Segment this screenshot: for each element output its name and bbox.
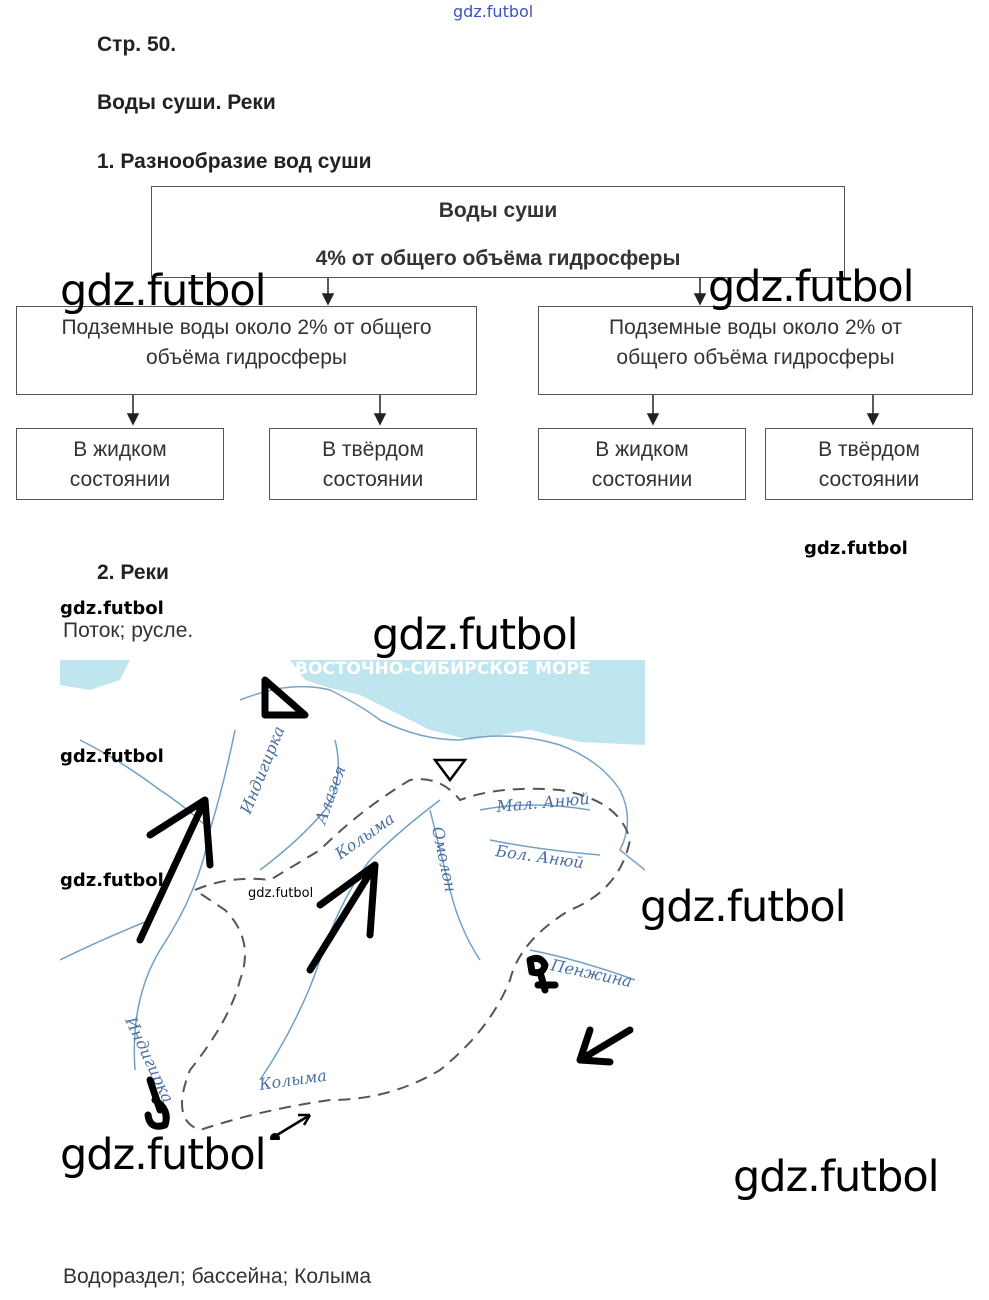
hand-arrow-mark [580, 1030, 630, 1062]
left-mid-line1: Подземные воды около 2% от общего [61, 316, 432, 339]
section2-title: 2. Реки [97, 561, 169, 584]
river-label: Бол. Анюй [494, 841, 586, 873]
page-label: Стр. 50. [97, 33, 177, 56]
root-line1: Воды суши [438, 199, 558, 222]
watermark: gdz.futbol [60, 746, 164, 767]
top-watermark: gdz.futbol [453, 2, 534, 21]
watermark: gdz.futbol [708, 262, 914, 312]
right-mid-line2: общего объёма гидросферы [616, 346, 895, 369]
leaf-text: В жидком [73, 438, 167, 461]
river-label: Колыма [331, 808, 399, 864]
leaf-text: состоянии [591, 468, 693, 491]
leaf-text: В жидком [595, 438, 689, 461]
river-label: Алазея [310, 762, 350, 827]
answer-1: Поток; русле. [63, 619, 194, 642]
diagram-arrows [0, 0, 989, 520]
watermark: gdz.futbol [804, 538, 908, 559]
leaf-text: состоянии [818, 468, 920, 491]
section1-title: 1. Разнообразие вод суши [97, 150, 372, 173]
watermark: gdz.futbol [372, 610, 578, 660]
root-line2: 4% от общего объёма гидросферы [315, 247, 681, 270]
watermark: gdz.futbol [60, 1130, 266, 1180]
leaf-text: В твёрдом [818, 438, 920, 461]
watermark: gdz.futbol [248, 886, 314, 901]
river-label: Колыма [257, 1065, 328, 1094]
topic-title: Воды суши. Реки [97, 91, 276, 114]
river-label: Пенжина [549, 955, 634, 992]
watermark: gdz.futbol [60, 598, 164, 619]
source-triangle-mark [435, 760, 465, 780]
leaf-text: состоянии [322, 468, 424, 491]
triangle-mark [265, 680, 305, 715]
river-label: Омолон [428, 824, 461, 894]
watermark: gdz.futbol [60, 266, 266, 316]
watermark: gdz.futbol [640, 882, 846, 932]
left-mid-line2: объёма гидросферы [146, 346, 347, 369]
answer-2: Водораздел; бассейна; Колыма [63, 1265, 372, 1288]
sea-area-west [60, 660, 130, 690]
river-label: Индигирка [121, 1013, 178, 1106]
leaf-text: В твёрдом [322, 438, 424, 461]
watermark: gdz.futbol [60, 870, 164, 891]
sea-label: ВОСТОЧНО-СИБИРСКОЕ МОРЕ [295, 660, 591, 679]
river-label: Мал. Анюй [495, 788, 591, 816]
rivers-map [60, 660, 645, 1140]
watermark: gdz.futbol [733, 1152, 939, 1202]
leaf-text: состоянии [69, 468, 171, 491]
small-arrow-mark [277, 1115, 310, 1135]
basin-boundary [182, 779, 630, 1130]
hand-arrow-mark [310, 865, 375, 970]
right-mid-line1: Подземные воды около 2% от [609, 316, 902, 339]
river-label: Индигирка [236, 723, 289, 817]
